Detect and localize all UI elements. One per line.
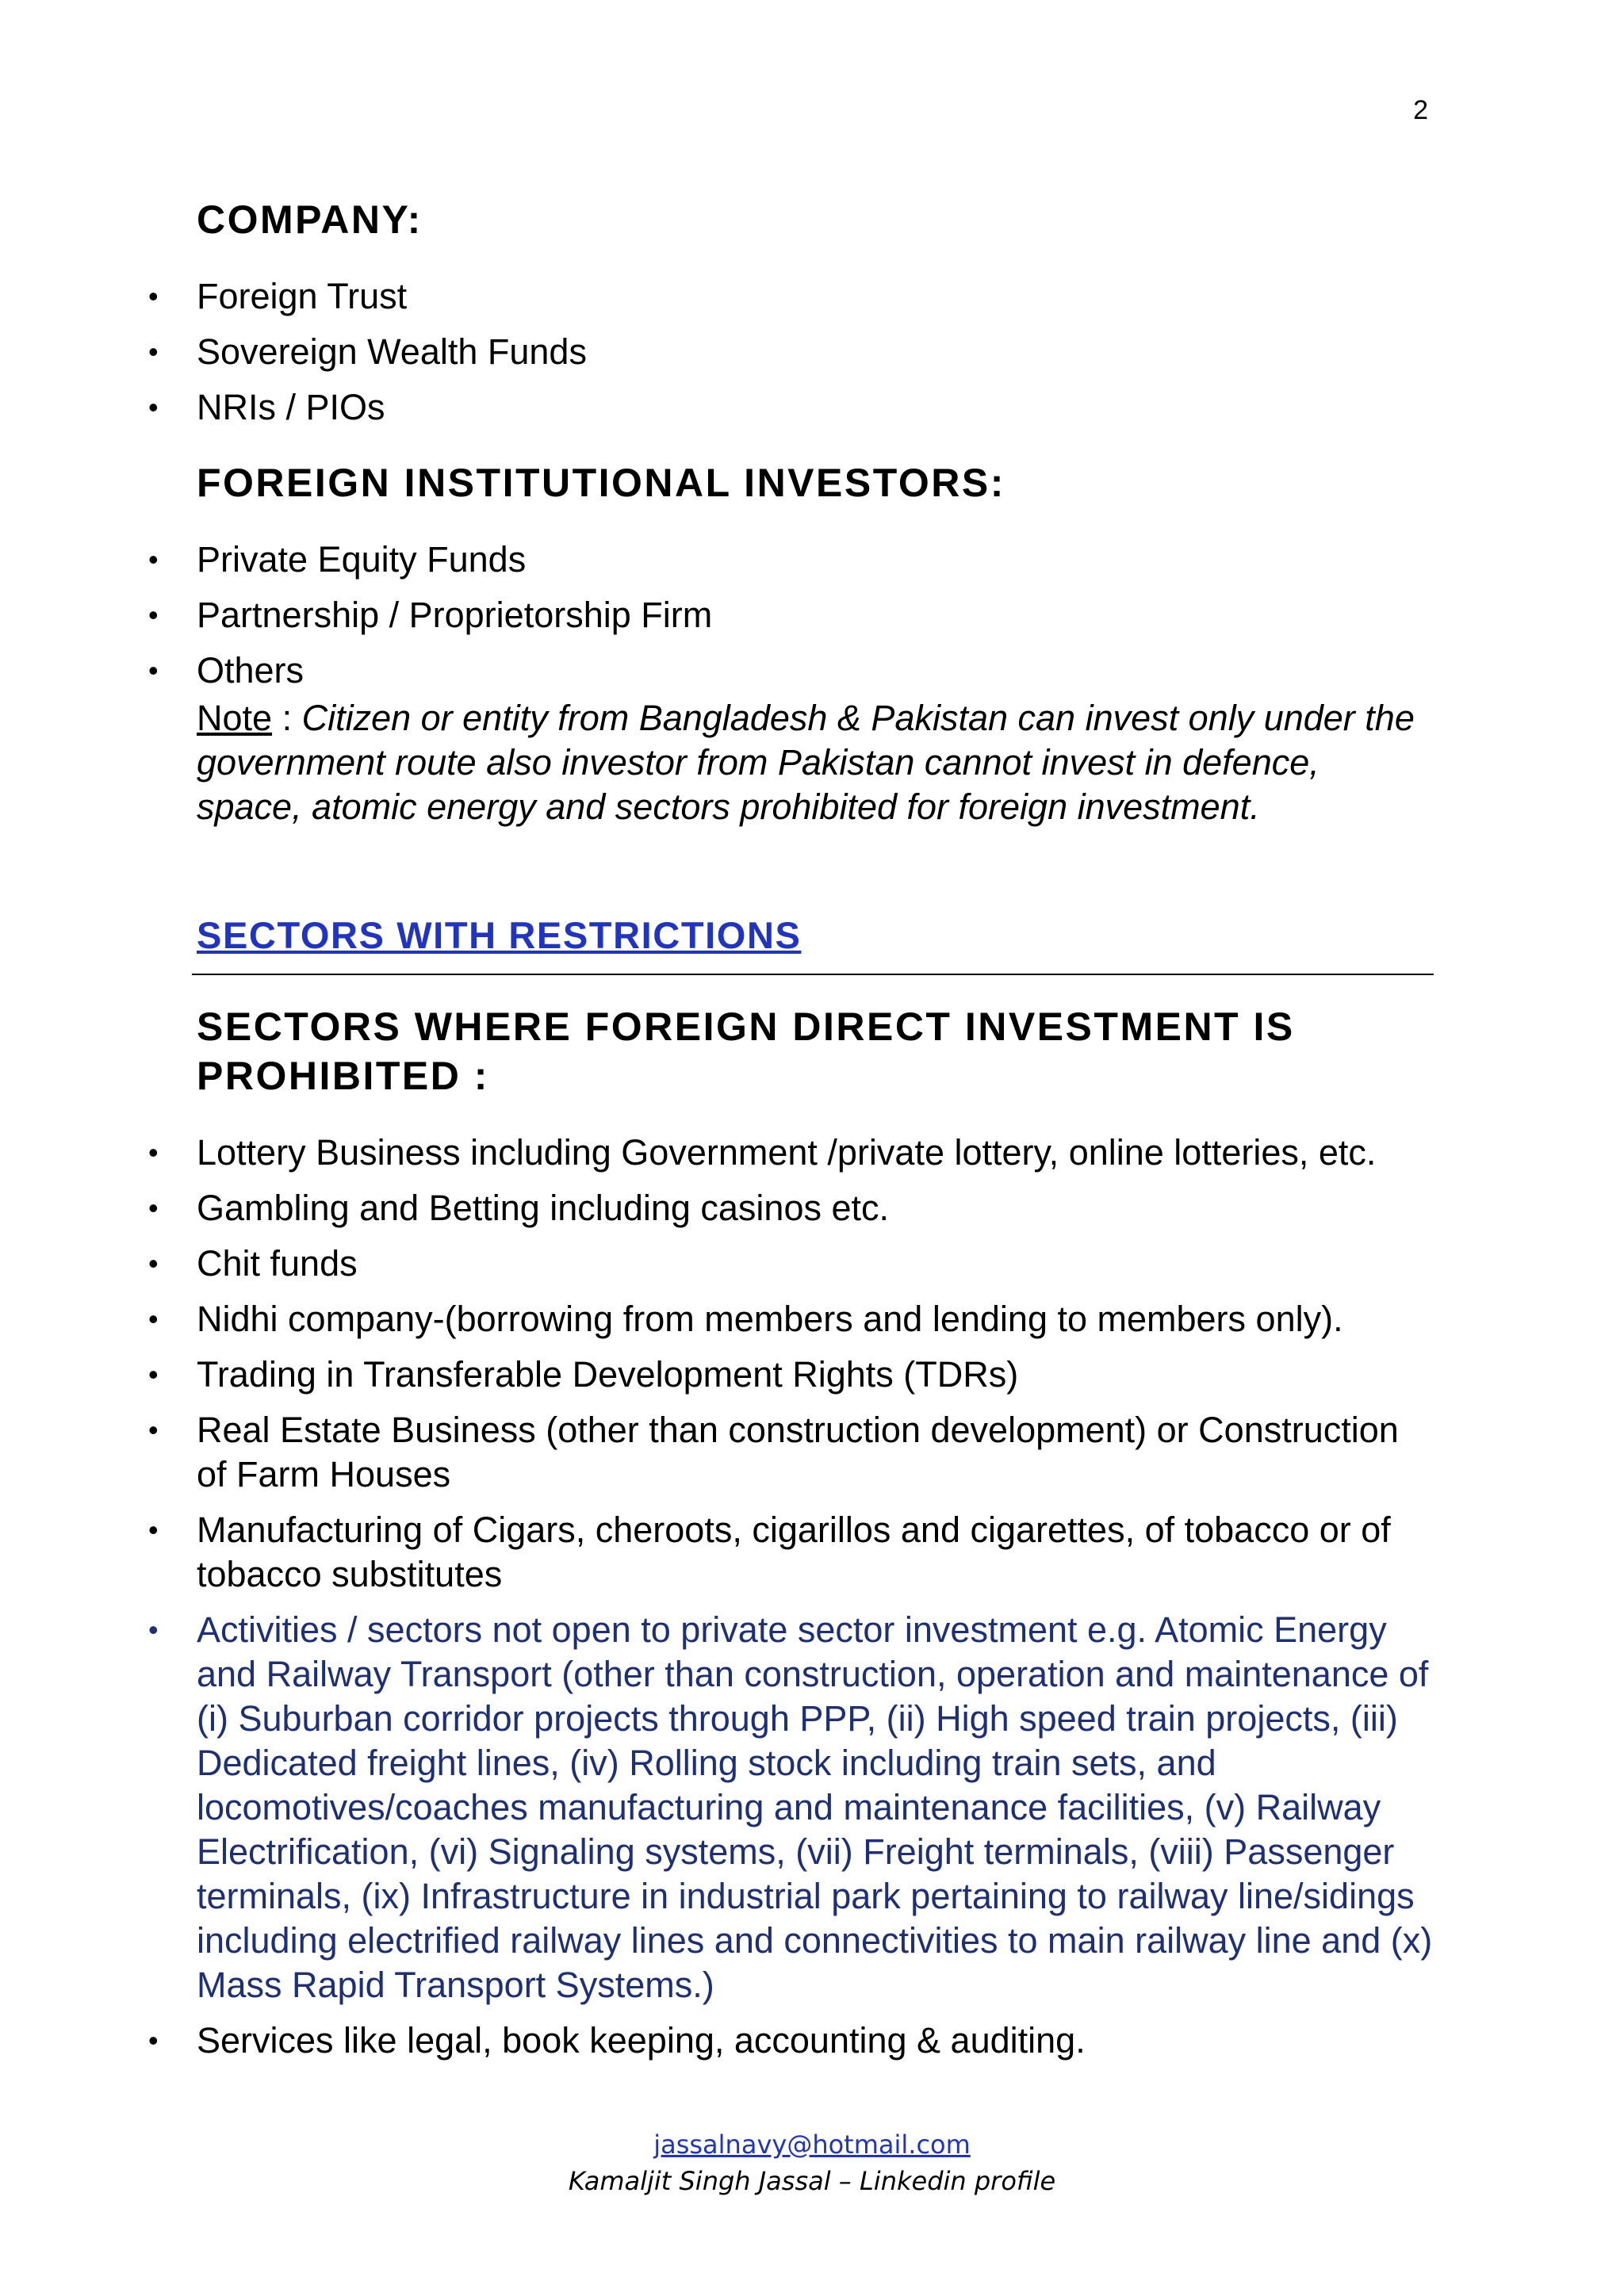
list-item: • Nidhi company-(borrowing from members and lending to members only). <box>197 1297 1434 1341</box>
footer-email-link[interactable]: jassalnavy@hotmail.com <box>653 2130 971 2160</box>
note-paragraph <box>197 696 1434 829</box>
list-item: • Private Equity Funds <box>197 538 1434 582</box>
page-content <box>197 195 1434 2063</box>
list-item: • Chit funds <box>197 1242 1434 1286</box>
company-heading: COMPANY: <box>197 197 423 242</box>
list-item: • Lottery Business including Government /private lottery, online lotteries, etc. <box>197 1131 1434 1175</box>
fii-heading: FOREIGN INSTITUTIONAL INVESTORS: <box>197 461 1005 505</box>
list-item: • Gambling and Betting including casinos etc. <box>197 1186 1434 1230</box>
list-item: • Manufacturing of Cigars, cheroots, cigarillos and cigarettes, of tobacco or of tobacco substitutes <box>197 1508 1434 1597</box>
note-label: Note <box>197 698 273 738</box>
list-item: • Sovereign Wealth Funds <box>197 330 1434 374</box>
divider-wrap <box>197 959 1434 975</box>
note-text: Citizen or entity from Bangladesh & Pakistan can invest only under the government route also investor from Pakistan cannot invest in defence, space, atomic energy and sectors prohibited for foreign investment. <box>197 698 1415 827</box>
list-item: • Services like legal, book keeping, accounting & auditing. <box>197 2019 1434 2063</box>
list-item: • Foreign Trust <box>197 274 1434 319</box>
list-item: • Others <box>197 649 1434 693</box>
page-number: 2 <box>1413 95 1428 125</box>
horizontal-divider <box>192 974 1434 975</box>
note-separator: : <box>272 698 302 738</box>
company-list <box>197 274 1434 430</box>
footer-author: Kamaljit Singh Jassal – Linkedin profile <box>568 2166 1056 2196</box>
prohibited-heading: SECTORS WHERE FOREIGN DIRECT INVESTMENT IS PROHIBITED : <box>197 1004 1295 1098</box>
list-item: • Real Estate Business (other than construction development) or Construction of Farm Houses <box>197 1408 1434 1497</box>
list-item: • NRIs / PIOs <box>197 385 1434 430</box>
list-item: • Partnership / Proprietorship Firm <box>197 593 1434 637</box>
prohibited-list <box>197 1131 1434 2063</box>
sectors-with-restrictions-link[interactable]: SECTORS WITH RESTRICTIONS <box>197 914 802 956</box>
list-item: • Activities / sectors not open to private sector investment e.g. Atomic Energy and Railway Transport (other than construction, operation and maintenance of (i) Suburban corridor projects through PPP, (ii) High speed train projects, (iii) Dedicated freight lines, (iv) Rolling stock including train sets, and locomotives/coaches manufacturing and maintenance facilities, (v) Railway Electrification, (vi) Signaling systems, (vii) Freight terminals, (viii) Passenger terminals, (ix) Infrastructure in industrial park pertaining to railway line/sidings including electrified railway lines and connectivities to main railway line and (x) Mass Rapid Transport Systems.) <box>197 1608 1434 2007</box>
list-item: • Trading in Transferable Development Rights (TDRs) <box>197 1353 1434 1397</box>
fii-list <box>197 538 1434 693</box>
